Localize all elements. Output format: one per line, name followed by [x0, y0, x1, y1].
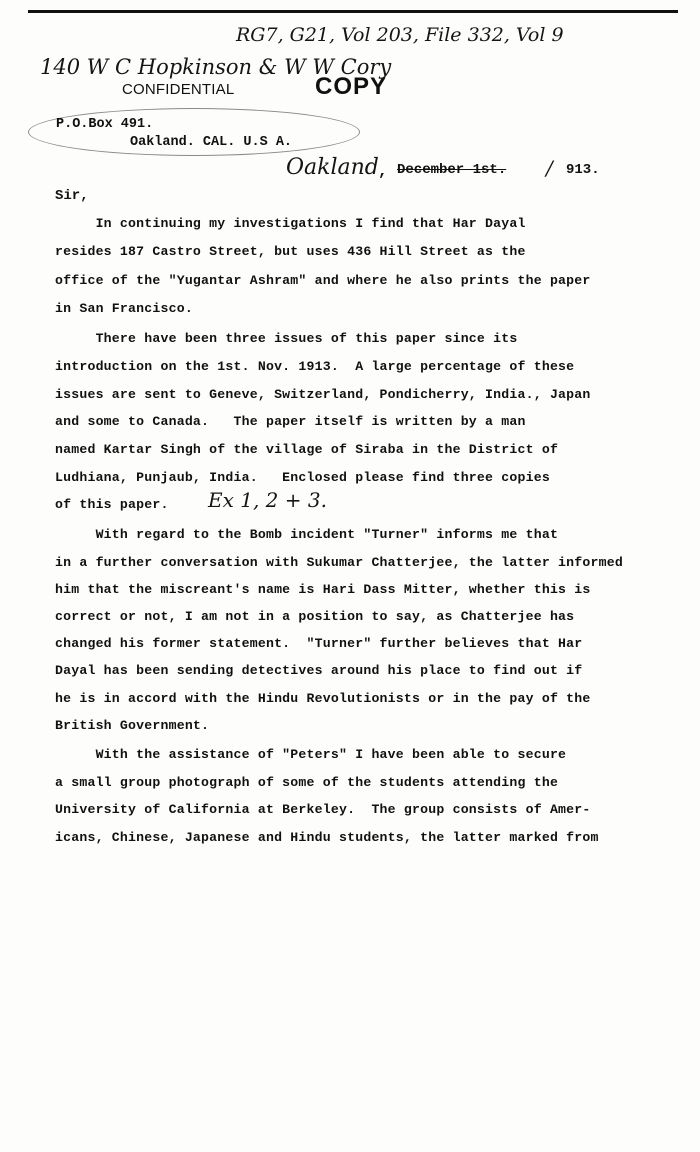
body-line: With the assistance of "Peters" I have been able to secure [55, 747, 567, 762]
exhibit-handwritten-note: Ex 1, 2 + 3. [208, 488, 327, 512]
body-line: he is in accord with the Hindu Revolutionists or in the pay of the [55, 691, 591, 706]
body-line: In continuing my investigations I find that Har Dayal [55, 216, 526, 231]
confidential-stamp: CONFIDENTIAL [122, 81, 235, 98]
date-typed-year: 913. [566, 162, 600, 178]
body-line: There have been three issues of this paper since its [55, 331, 518, 346]
date-comma: , [378, 162, 388, 180]
body-line: a small group photograph of some of the students attending the [55, 775, 559, 790]
address-line-1: P.O.Box 491. [56, 117, 154, 132]
body-line: in San Francisco. [55, 301, 193, 316]
body-line: introduction on the 1st. Nov. 1913. A large percentage of these [55, 359, 575, 374]
salutation: Sir, [55, 188, 89, 204]
date-handwritten-place: Oakland [286, 155, 379, 180]
copy-stamp: COPY [315, 73, 388, 100]
body-line: and some to Canada. The paper itself is written by a man [55, 414, 526, 429]
body-line: British Government. [55, 718, 210, 733]
body-line: resides 187 Castro Street, but uses 436 Hill Street as the [55, 244, 526, 259]
body-line: office of the "Yugantar Ashram" and where he also prints the paper [55, 273, 591, 288]
body-line: him that the miscreant's name is Hari Dass Mitter, whether this is [55, 582, 591, 597]
sender-handwritten-note: 140 W C Hopkinson & W W Cory [40, 55, 392, 79]
body-line: With regard to the Bomb incident "Turner" informs me that [55, 527, 559, 542]
archive-reference-note: RG7, G21, Vol 203, File 332, Vol 9 [236, 24, 564, 46]
body-line: issues are sent to Geneve, Switzerland, Pondicherry, India., Japan [55, 387, 591, 402]
body-line: correct or not, I am not in a position to say, as Chatterjee has [55, 609, 575, 624]
body-line: University of California at Berkeley. The group consists of Amer- [55, 802, 591, 817]
body-line: of this paper. [55, 497, 169, 512]
date-handwritten-year: / [546, 156, 553, 180]
address-line-2: Oakland. CAL. U.S A. [130, 135, 293, 150]
date-typed-month: December 1st. [397, 162, 507, 178]
top-border-rule [28, 10, 678, 13]
body-line: named Kartar Singh of the village of Siraba in the District of [55, 442, 559, 457]
body-line: changed his former statement. "Turner" further believes that Har [55, 636, 583, 651]
body-line: Dayal has been sending detectives around his place to find out if [55, 663, 583, 678]
body-line: Ludhiana, Punjaub, India. Enclosed please find three copies [55, 470, 550, 485]
body-line: icans, Chinese, Japanese and Hindu students, the latter marked from [55, 830, 599, 845]
body-line: in a further conversation with Sukumar Chatterjee, the latter informed [55, 555, 623, 570]
